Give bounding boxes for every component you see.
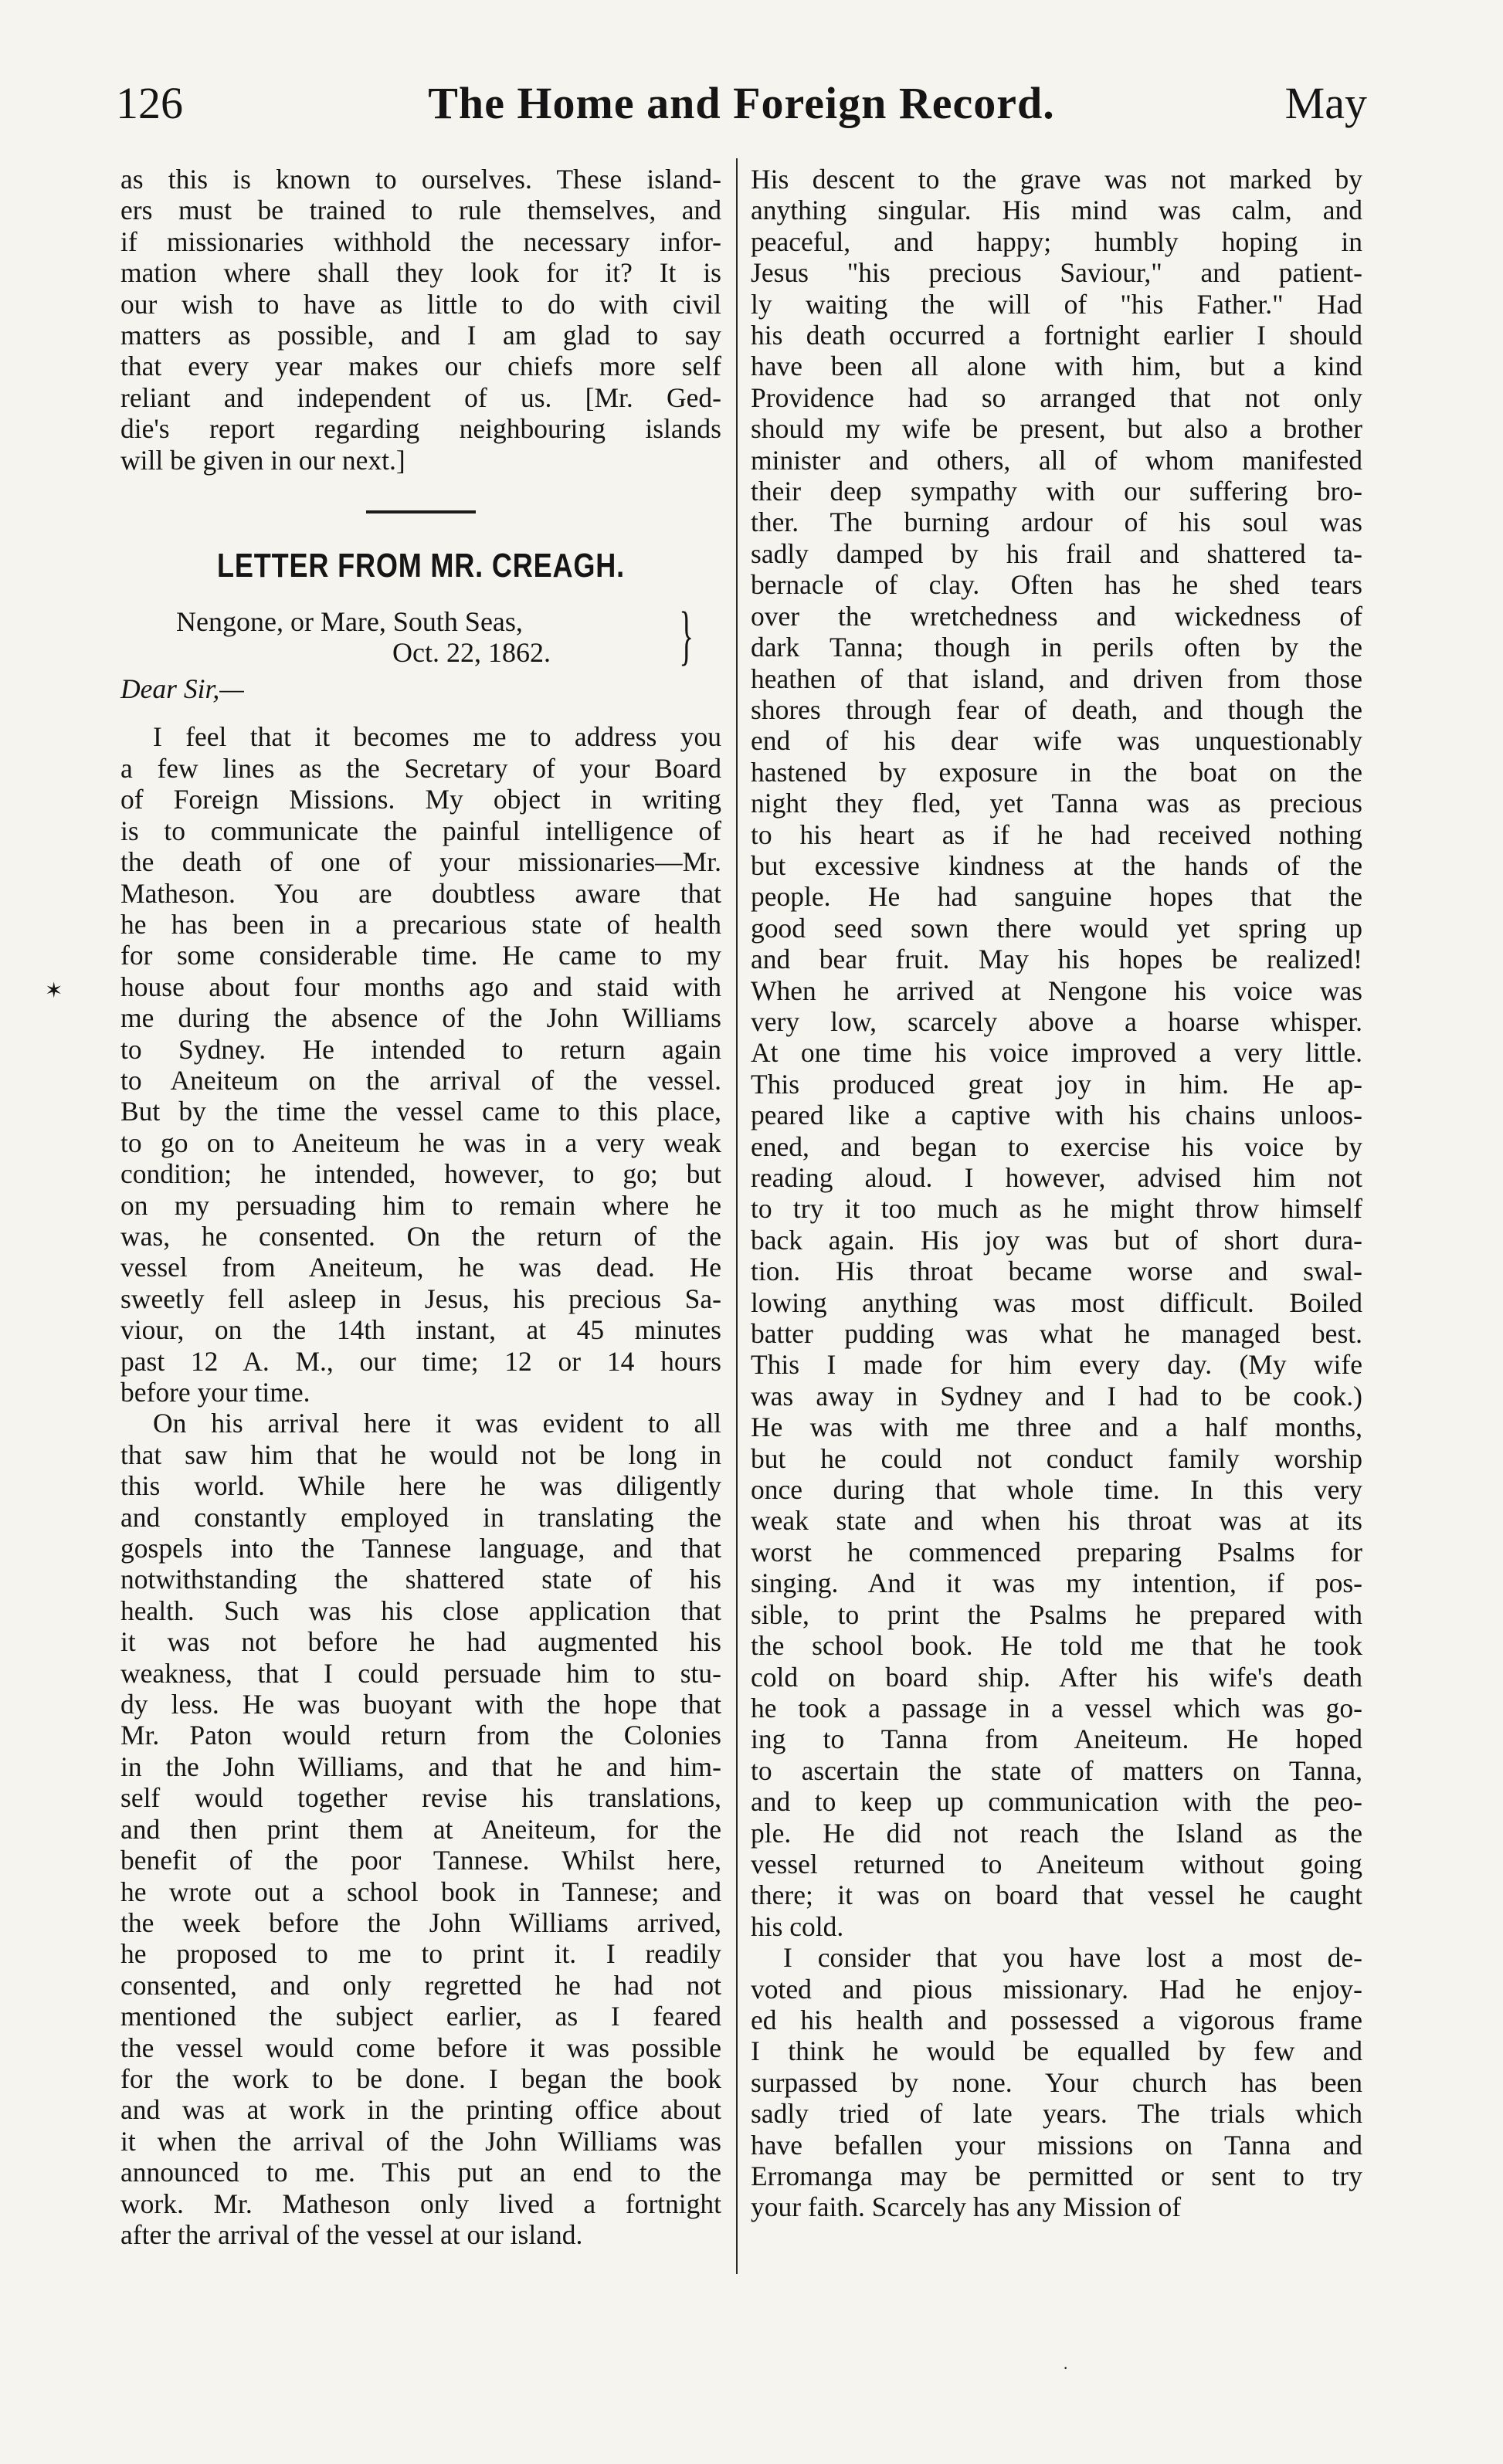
text-line: reliant and independent of us. [Mr. Ged- — [120, 381, 721, 413]
text-line: that every year makes our chiefs more self — [120, 351, 721, 382]
text-line: the vessel would come before it was possible — [120, 2032, 721, 2063]
text-line: to Aneiteum on the arrival of the vessel. — [120, 1064, 721, 1096]
text-line: But by the time the vessel came to this place, — [120, 1096, 721, 1127]
column-rule — [736, 158, 738, 2274]
text-line: weak state and when his throat was at its — [751, 1505, 1362, 1537]
text-line: ed his health and possessed a vigorous frame — [751, 2004, 1362, 2035]
text-line: past 12 A. M., our time; 12 or 14 hours — [120, 1345, 721, 1377]
text-line: but excessive kindness at the hands of the — [751, 849, 1362, 881]
text-line: before your time. — [120, 1377, 310, 1408]
text-line: singing. And it was my intention, if pos- — [751, 1568, 1362, 1599]
text-line: ers must be trained to rule themselves, and — [120, 195, 721, 226]
text-line: and was at work in the printing office about — [120, 2094, 721, 2126]
text-line: This produced great joy in him. He ap- — [751, 1068, 1362, 1100]
text-line: Erromanga may be permitted or sent to try — [751, 2161, 1362, 2191]
text-line: heathen of that island, and driven from those — [751, 663, 1362, 694]
text-line: shores through fear of death, and though the — [751, 693, 1362, 725]
text-line: over the wretchedness and wickedness of — [751, 600, 1362, 632]
text-line: I think he would be equalled by few and — [751, 2035, 1362, 2067]
previous-article-tail — [120, 164, 721, 476]
text-line: to his heart as if he had received nothing — [751, 819, 1362, 850]
text-line: Matheson. You are doubtless aware that — [120, 877, 721, 909]
margin-mark: ✶ — [45, 979, 63, 1003]
text-line: and bear fruit. May his hopes be realized! — [751, 944, 1362, 975]
text-line: condition; he intended, however, to go; but — [120, 1158, 721, 1190]
text-line: voted and pious missionary. Had he enjoy- — [751, 1973, 1362, 2005]
text-line: as this is known to ourselves. These island- — [120, 164, 721, 195]
text-line: should my wife be present, but also a brother — [751, 413, 1362, 445]
text-line: die's report regarding neighbouring islands — [120, 413, 721, 445]
text-line: reading aloud. I however, advised him not — [751, 1162, 1362, 1193]
text-line: will be given in our next.] — [120, 444, 405, 476]
text-line: the school book. He told me that he took — [751, 1630, 1362, 1662]
brace-mark: } — [679, 598, 694, 673]
text-line: have befallen your missions on Tanna and — [751, 2129, 1362, 2161]
text-line: end of his dear wife was unquestionably — [751, 725, 1362, 757]
text-line: announced to me. This put an end to the — [120, 2157, 721, 2188]
text-line: ing to Tanna from Aneiteum. He hoped — [751, 1723, 1362, 1755]
text-line: this world. While here he was diligently — [120, 1470, 721, 1502]
text-line: ple. He did not reach the Island as the — [751, 1817, 1362, 1849]
text-line: His descent to the grave was not marked by — [751, 164, 1362, 195]
text-line: to Sydney. He intended to return again — [120, 1033, 721, 1065]
text-line: lowing anything was most difficult. Boiled — [751, 1286, 1362, 1318]
text-line: matters as possible, and I am glad to say — [120, 320, 721, 351]
text-line: have been all alone with him, but a kind — [751, 351, 1362, 382]
text-line: When he arrived at Nengone his voice was — [751, 974, 1362, 1006]
text-line: self would together revise his translations, — [120, 1782, 721, 1814]
article-heading: LETTER FROM MR. CREAGH. — [217, 547, 625, 585]
text-line: dy less. He was buoyant with the hope that — [120, 1689, 721, 1720]
dateline-place: Nengone, or Mare, South Seas, — [176, 606, 523, 638]
text-line: work. Mr. Matheson only lived a fortnight — [120, 2188, 721, 2219]
text-line: sadly damped by his frail and shattered ta- — [751, 537, 1362, 569]
text-line: for the work to be done. I began the book — [120, 2062, 721, 2094]
text-line: it was not before he had augmented his — [120, 1626, 721, 1658]
section-separator — [366, 510, 476, 513]
letter-body-left — [120, 721, 721, 2250]
text-line: vessel returned to Aneiteum without going — [751, 1848, 1362, 1879]
issue-month: May — [1284, 78, 1367, 128]
text-line: Mr. Paton would return from the Colonies — [120, 1720, 721, 1751]
text-line: peaceful, and happy; humbly hoping in — [751, 225, 1362, 257]
text-line: was away in Sydney and I had to be cook.) — [751, 1380, 1362, 1412]
text-line: This I made for him every day. (My wife — [751, 1349, 1362, 1381]
text-line: a few lines as the Secretary of your Board — [120, 752, 721, 784]
text-line: health. Such was his close application that — [120, 1595, 721, 1626]
text-line: ened, and began to exercise his voice by — [751, 1130, 1362, 1162]
text-line: sible, to print the Psalms he prepared with — [751, 1598, 1362, 1630]
text-line: Providence had so arranged that not only — [751, 381, 1362, 413]
text-line: At one time his voice improved a very little. — [751, 1037, 1362, 1069]
text-line: your faith. Scarcely has any Mission of — [751, 2191, 1182, 2223]
text-line: sadly tried of late years. The trials which — [751, 2098, 1362, 2130]
text-line: consented, and only regretted he had not — [120, 1969, 721, 2001]
text-line: ly waiting the will of "his Father." Had — [751, 288, 1362, 320]
text-line: mation where shall they look for it? It is — [120, 257, 721, 289]
text-line: people. He had sanguine hopes that the — [751, 881, 1362, 913]
text-line: night they fled, yet Tanna was as precious — [751, 788, 1362, 819]
page-number: 126 — [116, 78, 183, 128]
text-line: surpassed by none. Your church has been — [751, 2066, 1362, 2098]
text-line: on my persuading him to remain where he — [120, 1189, 721, 1221]
text-line: our wish to have as little to do with civil — [120, 288, 721, 320]
text-line: his cold. — [751, 1910, 844, 1942]
right-column — [751, 164, 1362, 2223]
text-line: notwithstanding the shattered state of his — [120, 1564, 721, 1595]
text-line: ther. The burning ardour of his soul was — [751, 507, 1362, 538]
text-line: gospels into the Tannese language, and that — [120, 1533, 721, 1564]
text-line: it when the arrival of the John Williams was — [120, 2125, 721, 2157]
dateline — [120, 598, 721, 673]
text-line: dark Tanna; though in perils often by the — [751, 632, 1362, 663]
text-line: I consider that you have lost a most de- — [783, 1942, 1362, 1974]
text-line: after the arrival of the vessel at our island. — [120, 2218, 583, 2250]
text-line: and constantly employed in translating the — [120, 1501, 721, 1533]
page-header — [116, 77, 1367, 139]
text-line: he proposed to me to print it. I readily — [120, 1938, 721, 1970]
text-line: I feel that it becomes me to address you — [153, 721, 721, 753]
text-line: their deep sympathy with our suffering bro- — [751, 476, 1362, 507]
text-line: he wrote out a school book in Tannese; and — [120, 1876, 721, 1907]
text-line: to ascertain the state of matters on Tanna, — [751, 1754, 1362, 1786]
journal-title: The Home and Foreign Record. — [428, 78, 1055, 128]
text-line: me during the absence of the John Williams — [120, 1002, 721, 1034]
text-line: once during that whole time. In this very — [751, 1474, 1362, 1506]
text-line: and to keep up communication with the peo- — [751, 1786, 1362, 1818]
text-line: tion. His throat became worse and swal- — [751, 1256, 1362, 1287]
text-line: the death of one of your missionaries—Mr. — [120, 846, 721, 878]
text-line: sweetly fell asleep in Jesus, his precious Sa- — [120, 1283, 721, 1314]
text-line: for some considerable time. He came to my — [120, 940, 721, 971]
text-line: he took a passage in a vessel which was go- — [751, 1692, 1362, 1723]
text-line: in the John Williams, and that he and him- — [120, 1751, 721, 1782]
text-line: vessel from Aneiteum, he was dead. He — [120, 1252, 721, 1283]
text-line: viour, on the 14th instant, at 45 minutes — [120, 1314, 721, 1346]
letter-body-right — [751, 164, 1362, 2223]
text-line: house about four months ago and staid with — [120, 971, 721, 1002]
text-line: batter pudding was what he managed best. — [751, 1318, 1362, 1350]
text-line: is to communicate the painful intelligence of — [120, 815, 721, 846]
text-line: He was with me three and a half months, — [751, 1412, 1362, 1443]
text-line: there; it was on board that vessel he caught — [751, 1879, 1362, 1911]
text-line: bernacle of clay. Often has he shed tears — [751, 569, 1362, 601]
text-line: and then print them at Aneiteum, for the — [120, 1813, 721, 1845]
text-line: to go on to Aneiteum he was in a very weak — [120, 1127, 721, 1158]
dateline-date: Oct. 22, 1862. — [392, 637, 551, 669]
text-line: mentioned the subject earlier, as I feared — [120, 2001, 721, 2032]
left-column — [120, 164, 721, 2250]
text-line: worst he commenced preparing Psalms for — [751, 1536, 1362, 1568]
text-line: very low, scarcely above a hoarse whisper. — [751, 1005, 1362, 1037]
salutation: Dear Sir,— — [120, 673, 244, 705]
text-line: hastened by exposure in the boat on the — [751, 756, 1362, 788]
text-line: was, he consented. On the return of the — [120, 1220, 721, 1252]
text-line: the week before the John Williams arrived, — [120, 1906, 721, 1938]
text-line: Jesus "his precious Saviour," and patient- — [751, 257, 1362, 289]
text-line: to try it too much as he might throw himself — [751, 1193, 1362, 1225]
text-line: if missionaries withhold the necessary infor- — [120, 225, 721, 257]
text-line: his death occurred a fortnight earlier I should — [751, 320, 1362, 351]
text-line: benefit of the poor Tannese. Whilst here, — [120, 1845, 721, 1876]
text-line: but he could not conduct family worship — [751, 1442, 1362, 1474]
text-line: anything singular. His mind was calm, and — [751, 195, 1362, 226]
text-line: On his arrival here it was evident to all — [153, 1408, 721, 1439]
text-line: cold on board ship. After his wife's death — [751, 1661, 1362, 1693]
text-line: of Foreign Missions. My object in writing — [120, 784, 721, 815]
text-line: he has been in a precarious state of health — [120, 908, 721, 940]
text-line: minister and others, all of whom manifested — [751, 444, 1362, 476]
text-line: that saw him that he would not be long in — [120, 1439, 721, 1470]
text-line: good seed sown there would yet spring up — [751, 912, 1362, 944]
stray-dot: · — [1063, 2358, 1069, 2378]
text-line: peared like a captive with his chains unloos- — [751, 1100, 1362, 1131]
text-line: weakness, that I could persuade him to stu- — [120, 1657, 721, 1689]
text-line: back again. His joy was but of short dura- — [751, 1224, 1362, 1256]
